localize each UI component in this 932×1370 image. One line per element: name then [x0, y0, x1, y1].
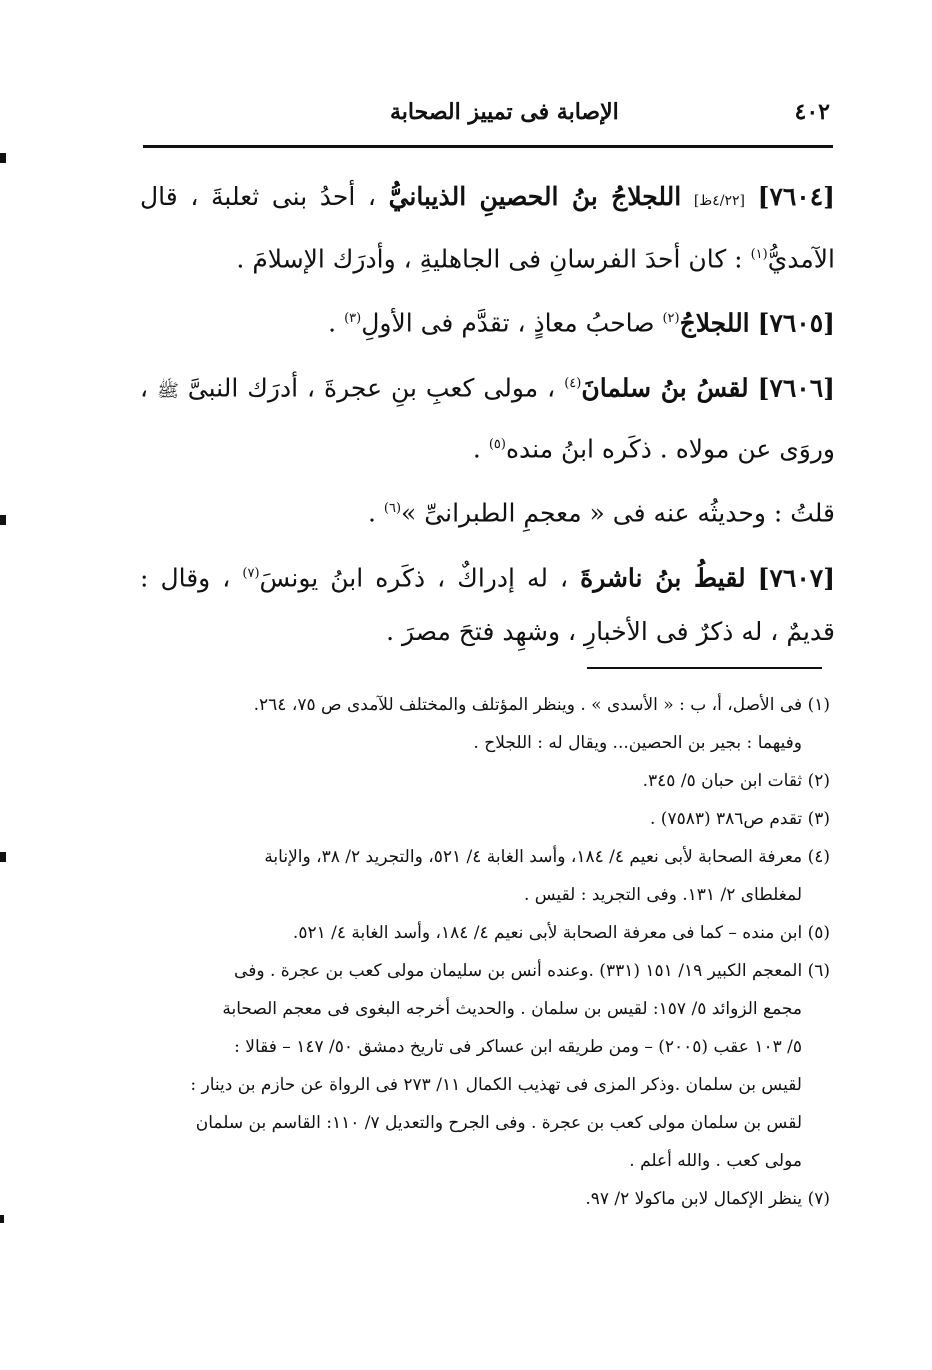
footnote-1-cont: وفيهما : بجير بن الحصين... ويقال له : اللجلاح . [473, 733, 802, 753]
footnote-text: فى الأصل، أ، ب : « الأسدى » . وينظر المؤتلف والمختلف للآمدى ص ٧٥، ٢٦٤. [253, 695, 803, 715]
footnote-text: ينظر الإكمال لابن ماكولا ٢/ ٩٧. [585, 1189, 803, 1209]
author-remark [140, 482, 835, 540]
footnote-text: تقدم ص٣٨٦ (٧٥٨٣) . [649, 809, 803, 829]
entry-text: ، وقال : قديمٌ ، له ذكرٌ فى الأخبارِ ، وشهِد فتحَ مصرَ . [140, 562, 835, 646]
entry-7604 [140, 170, 835, 286]
header-rule [143, 145, 833, 148]
entry-name: اللجلاجُ [679, 308, 750, 338]
main-text [140, 170, 835, 665]
entry-name: لقسُ بنُ سلمانَ [581, 372, 749, 402]
footnote-4-cont: لمغلطاى ٢/ ١٣١. وفى التجريد : لقيس . [523, 885, 802, 905]
footnote-7 [190, 1180, 830, 1218]
entry-text: : كان أحدَ الفرسانِ فى الجاهليةِ ، وأدرَك الإسلامَ . [236, 244, 743, 274]
entry-number: [٧٦٠٤] [757, 182, 836, 211]
footnote-6-cont: ٥/ ١٠٣ عقب (٢٠٠٥) – ومن طريقه ابن عساكر فى تاريخ دمشق ٥٠/ ١٤٧ – فقالا : [234, 1037, 802, 1057]
entry-name: لقيطُ بنُ ناشرةَ [580, 562, 746, 592]
footnote-2 [190, 762, 830, 800]
running-title: الإصابة فى تمييز الصحابة [390, 99, 619, 125]
page-header [140, 95, 830, 135]
footnote-3 [190, 800, 830, 838]
entry-number: [٧٦٠٧] [757, 562, 836, 592]
footnote-6-cont: لقيس بن سلمان .وذكر المزى فى تهذيب الكمال ١١/ ٢٧٣ فى الرواة عن حازم بن دينار : [190, 1075, 802, 1095]
honorific-glyph: ﷺ [157, 379, 179, 401]
footnote-1 [190, 686, 830, 724]
entry-number: [٧٦٠٦] [757, 372, 835, 402]
scan-edge-mark [0, 852, 6, 862]
entry-7607 [140, 547, 835, 659]
footnote-4 [190, 838, 830, 876]
footnote-6-cont: مولى كعب . والله أعلم . [629, 1151, 802, 1171]
entry-text: ، مولى كعبِ بنِ عجرةَ ، أدرَك النبىَّ [187, 372, 556, 402]
footnote-text: معرفة الصحابة لأبى نعيم ٤/ ١٨٤، وأسد الغابة ٤/ ٥٢١، والتجريد ٢/ ٣٨، والإنابة [264, 847, 803, 867]
footnote-label: (٧) [807, 1189, 830, 1209]
footnotes [190, 686, 830, 1218]
footnote-ref: (٣) [344, 311, 362, 327]
footnote-text: ثقات ابن حبان ٥/ ٣٤٥. [642, 771, 803, 791]
entry-7605 [140, 292, 835, 350]
page-number: ٤٠٢ [794, 99, 830, 125]
entry-text: ، وروَى عن مولاه . ذكَره ابنُ منده [140, 372, 835, 464]
entry-7606 [140, 357, 835, 477]
entry-text: . [328, 308, 337, 338]
scan-edge-mark [0, 1215, 4, 1223]
footnote-label: (٥) [807, 923, 830, 943]
footnote-ref: (٤) [564, 375, 582, 391]
entry-name: اللجلاجُ بنُ الحصينِ الذيبانيُّ [388, 182, 682, 211]
footnote-6-cont: لقس بن سلمان مولى كعب بن عجرة . وفى الجرح والتعديل ٧/ ١١٠: القاسم بن سلمان [195, 1113, 802, 1133]
footnote-label: (٦) [807, 961, 830, 981]
footnote-separator [587, 667, 822, 669]
footnote-ref: (٧) [242, 565, 260, 581]
scan-edge-mark [0, 153, 6, 163]
footnote-label: (١) [807, 695, 830, 715]
manuscript-ref: [٤/٢٢ظ] [693, 193, 745, 209]
footnote-6-cont: مجمع الزوائد ٥/ ١٥٧: لقيس بن سلمان . والحديث أخرجه البغوى فى معجم الصحابة [222, 999, 802, 1019]
entry-text: ، له إدراكٌ ، ذكَره ابنُ يونسَ [259, 562, 569, 592]
footnote-ref: (٢) [662, 311, 680, 327]
footnote-text: ابن منده – كما فى معرفة الصحابة لأبى نعيم ٤/ ١٨٤، وأسد الغابة ٤/ ٥٢١. [292, 923, 803, 943]
remark-text: . [368, 498, 376, 528]
remark-text: قلتُ : وحديثُه عنه فى « معجمِ الطبرانىِّ » [401, 498, 835, 528]
entry-text: صاحبُ معاذٍ ، تقدَّم فى الأولِ [361, 308, 655, 338]
footnote-label: (٣) [807, 809, 830, 829]
footnote-ref: (١) [750, 247, 768, 262]
entry-text: ، أحدُ بنى ثعلبةَ ، قال الآمديُّ [140, 182, 835, 274]
footnote-label: (٢) [807, 771, 830, 791]
footnote-6 [190, 952, 830, 990]
footnote-label: (٤) [807, 847, 830, 867]
entry-text: . [472, 434, 481, 464]
scan-edge-mark [0, 515, 6, 525]
footnote-ref: (٦) [383, 501, 402, 517]
footnote-ref: (٥) [488, 436, 506, 452]
entry-number: [٧٦٠٥] [757, 308, 835, 338]
footnote-text: المعجم الكبير ١٩/ ١٥١ (٣٣١) .وعنده أنس بن سليمان مولى كعب بن عجرة . وفى [234, 961, 803, 981]
footnote-5 [190, 914, 830, 952]
